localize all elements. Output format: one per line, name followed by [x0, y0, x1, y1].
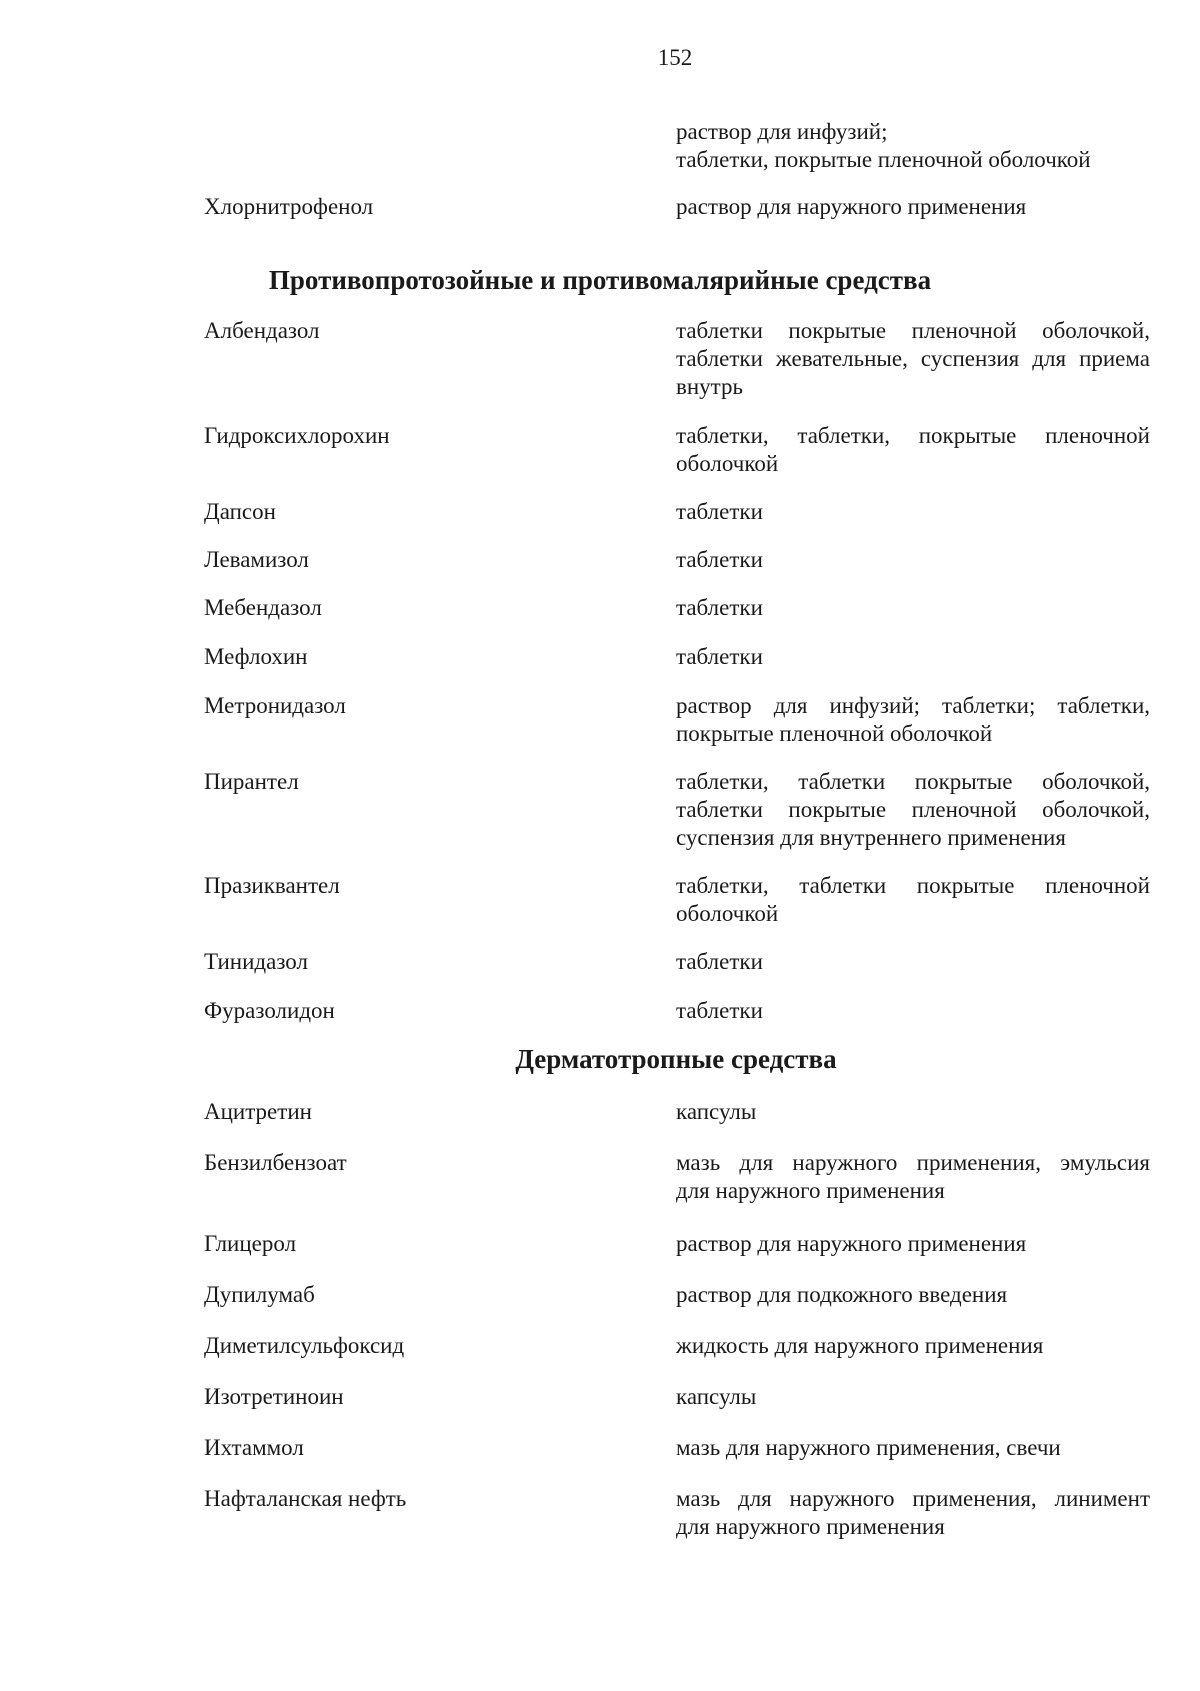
- dosage-forms: [676, 317, 1150, 401]
- dosage-forms: [676, 594, 1150, 622]
- drug-name: Хлорнитрофенол: [204, 194, 374, 219]
- dosage-forms: [676, 1230, 1150, 1258]
- form-line: мазь для наружного применения, линимент: [676, 1486, 1150, 1511]
- page-number: 152: [657, 45, 693, 70]
- form-line: раствор для подкожного введения: [676, 1282, 1008, 1307]
- form-line: таблетки, таблетки покрытые пленочной: [676, 873, 1150, 898]
- dosage-forms: [676, 498, 1150, 526]
- drug-name: Мефлохин: [204, 644, 308, 669]
- form-line: капсулы: [676, 1099, 757, 1124]
- drug-name: Пирантел: [204, 769, 299, 794]
- drug-name: Ихтаммол: [204, 1435, 304, 1460]
- form-line: таблетки, покрытые пленочной оболочкой: [676, 147, 1091, 172]
- dosage-forms: [676, 1383, 1150, 1411]
- form-line: жидкость для наружного применения: [676, 1333, 1044, 1358]
- drug-name: Дапсон: [204, 499, 276, 524]
- dosage-forms: [676, 872, 1150, 928]
- form-line: оболочкой: [676, 451, 779, 476]
- form-line: таблетки: [676, 499, 763, 524]
- form-line: раствор для инфузий; таблетки; таблетки,: [676, 693, 1150, 718]
- dosage-forms: [676, 768, 1150, 852]
- form-line: таблетки покрытые пленочной оболочкой,: [676, 318, 1150, 343]
- dosage-forms: [676, 1149, 1150, 1205]
- dosage-forms: [676, 1434, 1150, 1462]
- section-heading: Противопротозойные и противомалярийные средства: [268, 265, 932, 295]
- dosage-forms: [676, 948, 1150, 976]
- dosage-forms: [676, 692, 1150, 748]
- form-line: таблетки: [676, 998, 763, 1023]
- form-line: таблетки: [676, 949, 763, 974]
- dosage-forms: [676, 118, 1150, 174]
- dosage-forms: [676, 1098, 1150, 1126]
- dosage-forms: [676, 1332, 1150, 1360]
- form-line: капсулы: [676, 1384, 757, 1409]
- form-line: раствор для наружного применения: [676, 1231, 1027, 1256]
- form-line: оболочкой: [676, 901, 779, 926]
- form-line: таблетки: [676, 547, 763, 572]
- drug-name: Диметилсульфоксид: [204, 1333, 405, 1358]
- form-line: покрытые пленочной оболочкой: [676, 721, 993, 746]
- form-line: таблетки: [676, 595, 763, 620]
- dosage-forms: [676, 546, 1150, 574]
- form-line: раствор для инфузий;: [676, 119, 888, 144]
- drug-name: Глицерол: [204, 1231, 297, 1256]
- drug-name: Ацитретин: [204, 1099, 312, 1124]
- dosage-forms: [676, 422, 1150, 478]
- drug-name: Албендазол: [204, 318, 320, 343]
- drug-name: Метронидазол: [204, 693, 346, 718]
- dosage-forms: [676, 1281, 1150, 1309]
- form-line: раствор для наружного применения: [676, 194, 1027, 219]
- drug-name: Изотретиноин: [204, 1384, 344, 1409]
- form-line: для наружного применения: [676, 1178, 945, 1203]
- drug-name: Тинидазол: [204, 949, 308, 974]
- dosage-forms: [676, 193, 1150, 221]
- form-line: внутрь: [676, 374, 743, 399]
- form-line: таблетки, таблетки, покрытые пленочной: [676, 423, 1150, 448]
- form-line: таблетки жевательные, суспензия для приема: [676, 346, 1150, 371]
- form-line: мазь для наружного применения, эмульсия: [676, 1150, 1150, 1175]
- drug-name: Левамизол: [204, 547, 309, 572]
- drug-name: Нафталанская нефть: [204, 1486, 407, 1511]
- dosage-forms: [676, 1485, 1150, 1541]
- drug-name: Фуразолидон: [204, 998, 335, 1023]
- dosage-forms: [676, 997, 1150, 1025]
- drug-name: Празиквантел: [204, 873, 340, 898]
- form-line: мазь для наружного применения, свечи: [676, 1435, 1061, 1460]
- form-line: таблетки, таблетки покрытые оболочкой,: [676, 769, 1150, 794]
- drug-name: Мебендазол: [204, 595, 322, 620]
- section-heading: Дерматотропные средства: [515, 1044, 837, 1074]
- form-line: таблетки: [676, 644, 763, 669]
- drug-name: Гидроксихлорохин: [204, 423, 390, 448]
- form-line: таблетки покрытые пленочной оболочкой,: [676, 797, 1150, 822]
- form-line: суспензия для внутреннего применения: [676, 825, 1066, 850]
- drug-name: Бензилбензоат: [204, 1150, 347, 1175]
- dosage-forms: [676, 643, 1150, 671]
- drug-name: Дупилумаб: [204, 1282, 315, 1307]
- form-line: для наружного применения: [676, 1514, 945, 1539]
